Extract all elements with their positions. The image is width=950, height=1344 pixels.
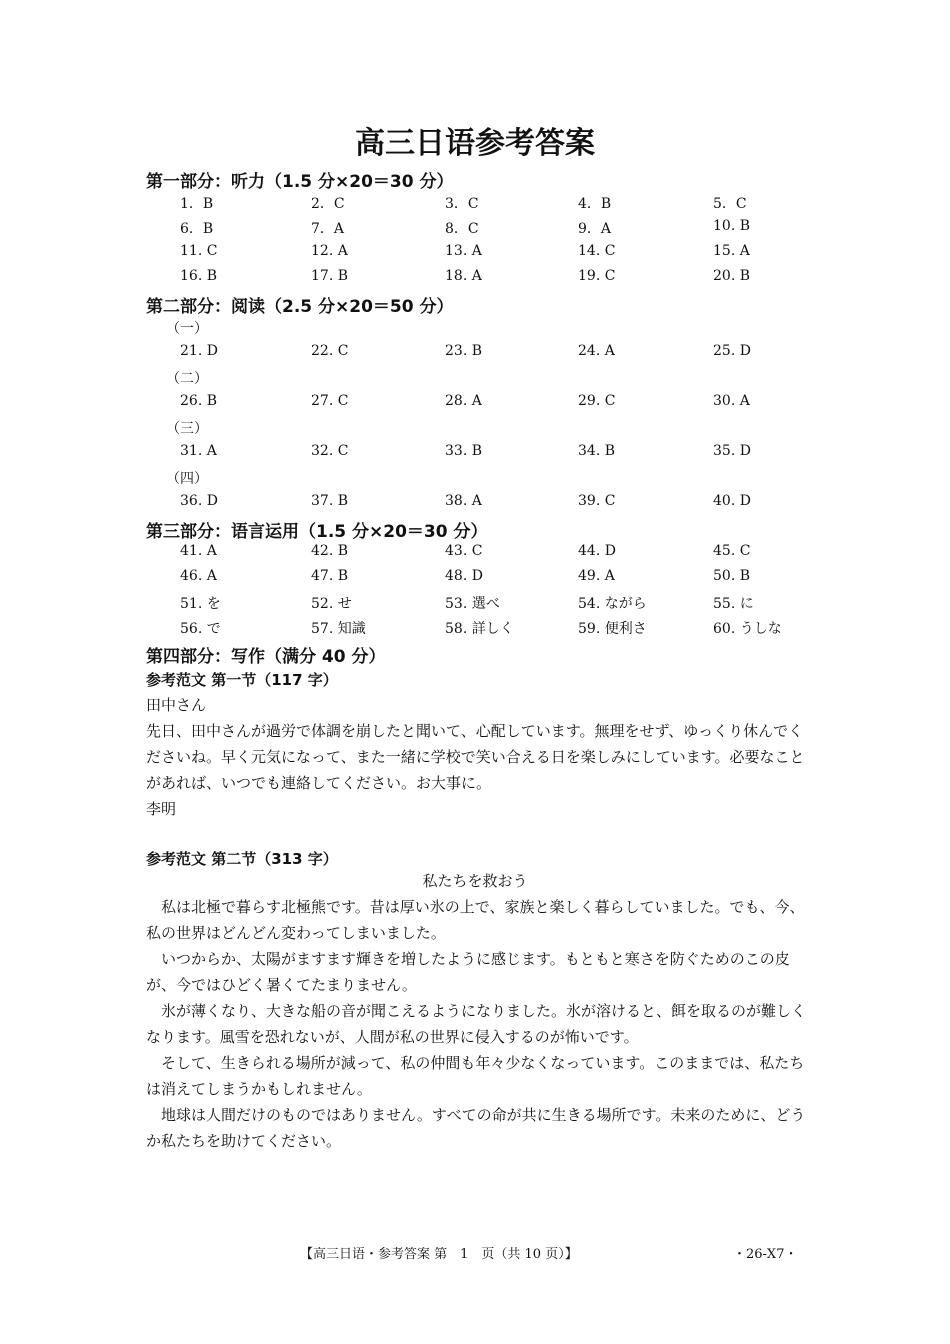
answer-item: 53. 選べ (445, 596, 500, 612)
answer-item: 25. D (713, 343, 751, 359)
answer-item: 50. B (713, 568, 751, 584)
answer-item: 52. せ (311, 596, 352, 612)
answer-item: 38. A (445, 493, 482, 509)
answer-item: 31. A (180, 443, 217, 459)
letter-recipient: 田中さん (146, 696, 207, 714)
answer-item: 58. 詳しく (445, 621, 514, 637)
answer-row (0, 193, 950, 215)
answer-item: 15. A (713, 243, 750, 259)
reading-passage-label: （三） (166, 421, 208, 437)
answer-item: 22. C (311, 343, 349, 359)
answer-row (0, 443, 950, 465)
answer-item: 4．B (578, 196, 612, 212)
answer-item: 24. A (578, 343, 615, 359)
letter-body: 先日、田中さんが過労で体調を崩したと聞いて、心配しています。無理をせず、ゆっくり休んでくださいね。早く元気になって、また一緒に学校で笑い合える日を楽しみにしています。必要なことがあれば、いつでも連絡してください。お大事に。 (146, 722, 805, 792)
answer-row (0, 393, 950, 415)
model-essay-2-heading: 参考范文 第二节（313 字） (146, 850, 338, 868)
answer-item: 17. B (311, 268, 349, 284)
section3-heading: 第三部分：语言运用（1.5 分×20＝30 分） (146, 522, 488, 542)
answer-item: 7．A (311, 221, 345, 237)
answer-item: 51. を (180, 596, 221, 612)
essay-paragraph: 氷が薄くなり、大きな船の音が聞こえるようになりました。氷が溶けると、餌を取るのが難しくなります。風雪を恐れないが、人間が私の世界に侵入するのが怖いです。 (146, 1002, 807, 1046)
answer-item: 42. B (311, 543, 349, 559)
answer-item: 11. C (180, 243, 218, 259)
answer-item: 57. 知識 (311, 621, 366, 637)
answer-item: 36. D (180, 493, 218, 509)
answer-row (0, 268, 950, 290)
answer-item: 37. B (311, 493, 349, 509)
answer-item: 26. B (180, 393, 218, 409)
answer-item: 18. A (445, 268, 482, 284)
answer-item: 16. B (180, 268, 218, 284)
answer-row (0, 218, 950, 240)
essay-paragraph: 私は北極で暮らす北極熊です。昔は厚い氷の上で、家族と楽しく暮らしていました。でも、今、私の世界はどんどん変わってしまいました。 (146, 898, 805, 942)
answer-item: 21. D (180, 343, 218, 359)
answer-item: 27. C (311, 393, 349, 409)
answer-item: 5．C (713, 196, 747, 212)
page-title: 高三日语参考答案 (355, 126, 595, 161)
essay-paragraph: 地球は人間だけのものではありません。すべての命が共に生きる場所です。未来のために、どうか私たちを助けてください。 (146, 1106, 806, 1150)
answer-item: 20. B (713, 268, 751, 284)
answer-row (0, 493, 950, 515)
answer-row (0, 618, 950, 640)
answer-item: 10. B (713, 218, 751, 234)
answer-item: 12. A (311, 243, 348, 259)
answer-item: 8．C (445, 221, 479, 237)
answer-item: 43. C (445, 543, 483, 559)
section4-heading: 第四部分：写作（满分 40 分） (146, 647, 386, 667)
answer-item: 60. うしな (713, 621, 782, 637)
answer-item: 2．C (311, 196, 345, 212)
section1-heading: 第一部分：听力（1.5 分×20＝30 分） (146, 172, 454, 192)
answer-item: 56. で (180, 621, 221, 637)
essay-paragraph: そして、生きられる場所が減って、私の仲間も年々少なくなっています。このままでは、私たちは消えてしまうかもしれません。 (146, 1054, 805, 1098)
answer-item: 49. A (578, 568, 615, 584)
answer-item: 44. D (578, 543, 616, 559)
answer-row (0, 568, 950, 590)
answer-item: 32. C (311, 443, 349, 459)
answer-item: 14. C (578, 243, 616, 259)
answer-item: 41. A (180, 543, 217, 559)
answer-row (0, 593, 950, 615)
answer-item: 9．A (578, 221, 612, 237)
answer-item: 47. B (311, 568, 349, 584)
answer-item: 30. A (713, 393, 750, 409)
answer-item: 54. ながら (578, 596, 647, 612)
answer-item: 13. A (445, 243, 482, 259)
answer-item: 23. B (445, 343, 483, 359)
essay-paragraph: いつからか、太陽がますます輝きを増したように感じます。もともと寒さを防ぐためのこの皮が、今ではひどく暑くてたまりません。 (146, 950, 790, 994)
answer-row (0, 343, 950, 365)
answer-item: 46. A (180, 568, 217, 584)
answer-item: 40. D (713, 493, 751, 509)
reading-passage-label: （四） (166, 471, 208, 487)
essay-title: 私たちを救おう (422, 872, 528, 890)
answer-row (0, 243, 950, 265)
answer-item: 1．B (180, 196, 214, 212)
model-essay-2 (146, 894, 808, 1154)
page-footer: 【高三日语・参考答案 第 1 页（共 10 页）】 (300, 1247, 578, 1262)
answer-item: 19. C (578, 268, 616, 284)
answer-item: 6．B (180, 221, 214, 237)
reading-passage-label: （一） (166, 321, 208, 337)
answer-row (0, 543, 950, 565)
section2-heading: 第二部分：阅读（2.5 分×20＝50 分） (146, 297, 454, 317)
answer-item: 48. D (445, 568, 483, 584)
answer-item: 3．C (445, 196, 479, 212)
letter-sender: 李明 (146, 800, 177, 818)
answer-item: 45. C (713, 543, 751, 559)
answer-item: 35. D (713, 443, 751, 459)
answer-item: 55. に (713, 596, 754, 612)
answer-item: 34. B (578, 443, 616, 459)
answer-item: 29. C (578, 393, 616, 409)
document-code: ・26-X7・ (733, 1247, 798, 1262)
model-essay-1 (146, 692, 808, 822)
answer-item: 59. 便利さ (578, 621, 647, 637)
answer-item: 28. A (445, 393, 482, 409)
reading-passage-label: （二） (166, 371, 208, 387)
answer-item: 39. C (578, 493, 616, 509)
answer-item: 33. B (445, 443, 483, 459)
model-essay-1-heading: 参考范文 第一节（117 字） (146, 671, 338, 689)
